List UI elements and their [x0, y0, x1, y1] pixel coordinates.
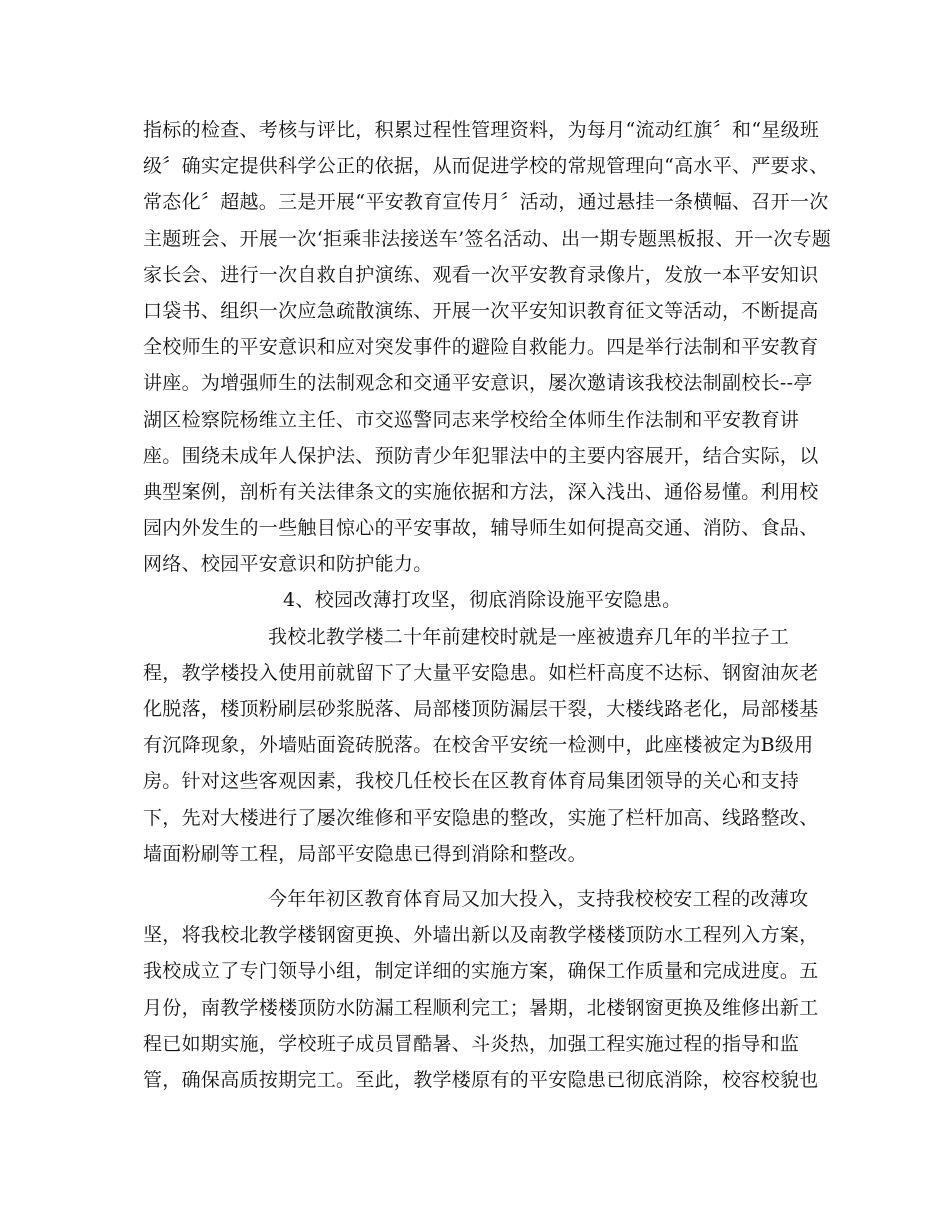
text-line: 典型案例，剖析有关法律条文的实施依据和方法，深入浅出、通俗易懂。利用校 — [143, 480, 819, 503]
text-line: 家长会、进行一次自救自护演练、观看一次平安教育录像片，发放一本平安知识 — [143, 263, 819, 286]
text-line: 全校师生的平安意识和应对突发事件的避险自救能力。四是举行法制和平安教育 — [143, 336, 819, 359]
text-line: 房。针对这些客观因素，我校几任校长在区教育体育局集团领导的关心和支持 — [143, 770, 800, 793]
text-line: 化脱落，楼顶粉刷层砂浆脱落、局部楼顶防漏层干裂，大楼线路老化，局部楼基 — [143, 698, 819, 720]
text-line: 今年年初区教育体育局又加大投入，支持我校校安工程的改薄攻 — [268, 887, 809, 910]
text-line: 墙面粉刷等工程，局部平安隐患已得到消除和整改。 — [143, 842, 587, 865]
text-line: 坚，将我校北教学楼钢窗更换、外墙出新以及南教学楼楼顶防水工程列入方案， — [143, 924, 819, 947]
text-line: 常态化〞超越。三是开展“平安教育宣传月〞活动，通过悬挂一条横幅、召开一次 — [143, 191, 829, 214]
text-line: 指标的检查、考核与评比，积累过程性管理资料，为每月“流动红旗〞和“星级班 — [143, 119, 820, 141]
text-line: 口袋书、组织一次应急疏散演练、开展一次平安知识教育征文等活动，不断提高 — [143, 299, 819, 322]
text-line: 主题班会、开展一次‘拒乘非法接送车’签名活动、出一期专题黑板报、开一次专题 — [143, 227, 832, 250]
text-line: 我校成立了专门领导小组，制定详细的实施方案，确保工作质量和完成进度。五 — [143, 960, 819, 983]
text-line: 月份，南教学楼楼顶防水防漏工程顺利完工；暑期，北楼钢窗更换及维修出新工 — [143, 996, 819, 1019]
text-line: 程已如期实施，学校班子成员冒酷暑、斗炎热，加强工程实施过程的指导和监 — [143, 1032, 800, 1055]
text-line: 网络、校园平安意识和防护能力。 — [143, 553, 433, 576]
text-line: 管，确保高质按期完工。至此，教学楼原有的平安隐患已彻底消除，校容校貌也 — [143, 1068, 819, 1091]
text-line: 下，先对大楼进行了屡次维修和平安隐患的整改，实施了栏杆加高、线路整改、 — [143, 806, 819, 829]
section-heading: 4、校园改薄打攻坚，彻底消除设施平安隐患。 — [283, 589, 682, 612]
body-text — [143, 112, 832, 1098]
text-line: 湖区检察院杨维立主任、市交巡警同志来学校给全体师生作法制和平安教育讲 — [143, 408, 800, 431]
text-line: 我校北教学楼二十年前建校时就是一座被遗弃几年的半拉子工 — [268, 625, 790, 648]
text-line: 程，教学楼投入使用前就留下了大量平安隐患。如栏杆高度不达标、钢窗油灰老 — [143, 661, 819, 684]
text-line: 讲座。为增强师生的法制观念和交通平安意识，屡次邀请该我校法制副校长--亭 — [143, 372, 813, 395]
text-line: 园内外发生的一些触目惊心的平安事故，辅导师生如何提高交通、消防、食品、 — [143, 517, 819, 540]
text-line: 有沉降现象，外墙贴面瓷砖脱落。在校舍平安统一检测中，此座楼被定为B级用 — [143, 734, 814, 757]
text-line: 座。围绕未成年人保护法、预防青少年犯罪法中的主要内容展开，结合实际，以 — [143, 444, 819, 467]
paragraph-gap — [143, 872, 823, 881]
text-line: 级〞确实定提供科学公正的依据，从而促进学校的常规管理向“高水平、严要求、 — [143, 155, 829, 178]
